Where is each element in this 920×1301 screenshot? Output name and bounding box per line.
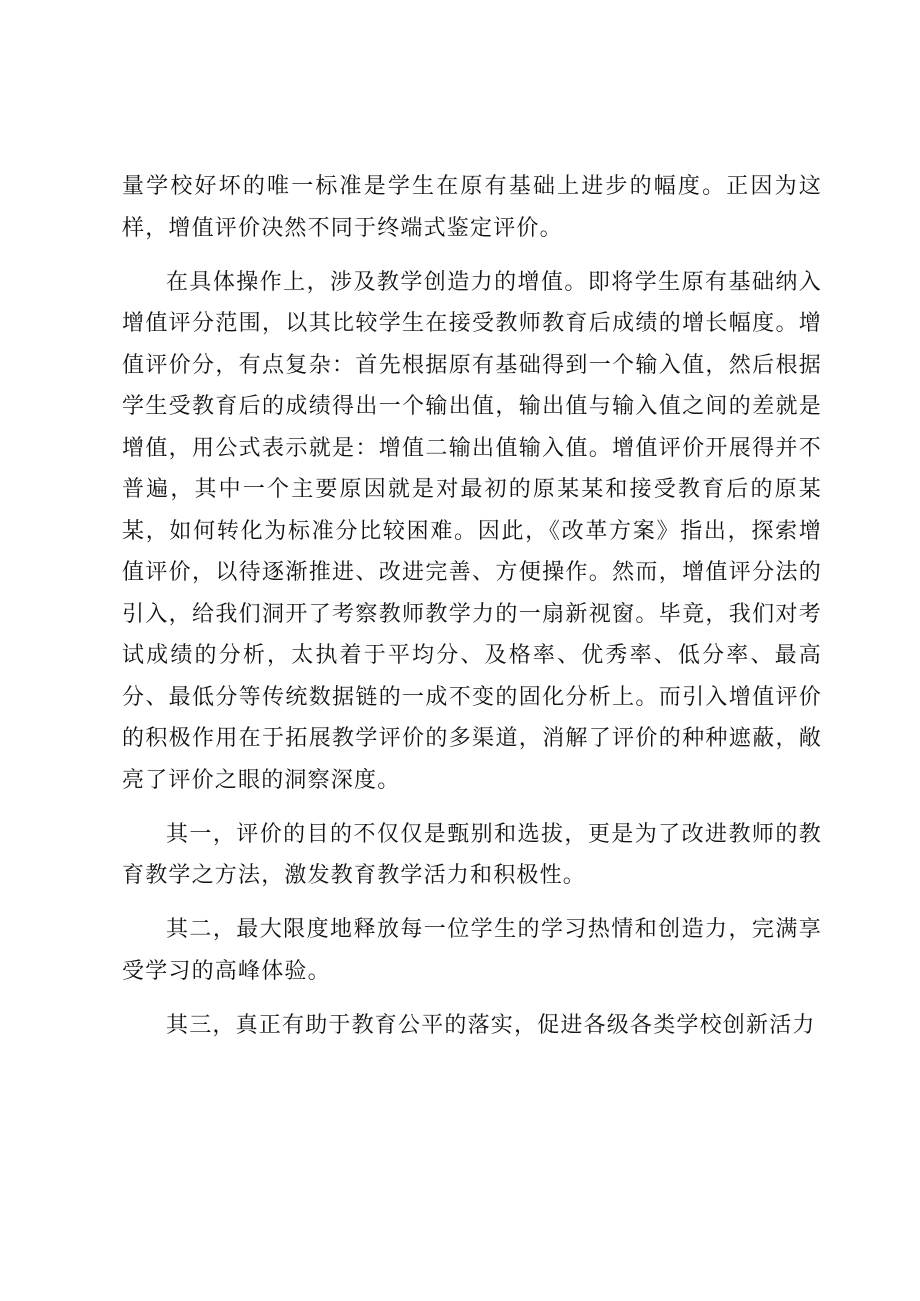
paragraph-point-one: 其一，评价的目的不仅仅是甄别和选拔，更是为了改进教师的教育教学之方法，激发教育教学活力和积极性。: [122, 821, 822, 888]
paragraph-continuation: 量学校好坏的唯一标准是学生在原有基础上进步的幅度。正因为这样，增值评价决然不同于终端式鉴定评价。: [122, 174, 822, 241]
paragraph-point-three: 其三，真正有助于教育公平的落实，促进各级各类学校创新活力: [166, 1012, 816, 1038]
document-body: [122, 166, 822, 1059]
paragraph-point-two: 其二，最大限度地释放每一位学生的学习热情和创造力，完满享受学习的高峰体验。: [122, 917, 822, 984]
paragraph-value-added-operation: 在具体操作上，涉及教学创造力的增值。即将学生原有基础纳入增值评分范围，以其比较学生在接受教师教育后成绩的增长幅度。增值评价分，有点复杂：首先根据原有基础得到一个输入值，然后根据学生受教育后的成绩得出一个输出值，输出值与输入值之间的差就是增值，用公式表示就是：增值二输出值输入值。增值评价开展得并不普遍，其中一个主要原因就是对最初的原某某和接受教育后的原某某，如何转化为标准分比较困难。因此，《改革方案》指出，探索增值评价，以待逐渐推进、改进完善、方便操作。然而，增值评分法的引入，给我们洞开了考察教师教学力的一扇新视窗。毕竟，我们对考试成绩的分析，太执着于平均分、及格率、优秀率、低分率、最高分、最低分等传统数据链的一成不变的固化分析上。而引入增值评价的积极作用在于拓展教学评价的多渠道，消解了评价的种种遮蔽，敞亮了评价之眼的洞察深度。: [122, 269, 822, 793]
